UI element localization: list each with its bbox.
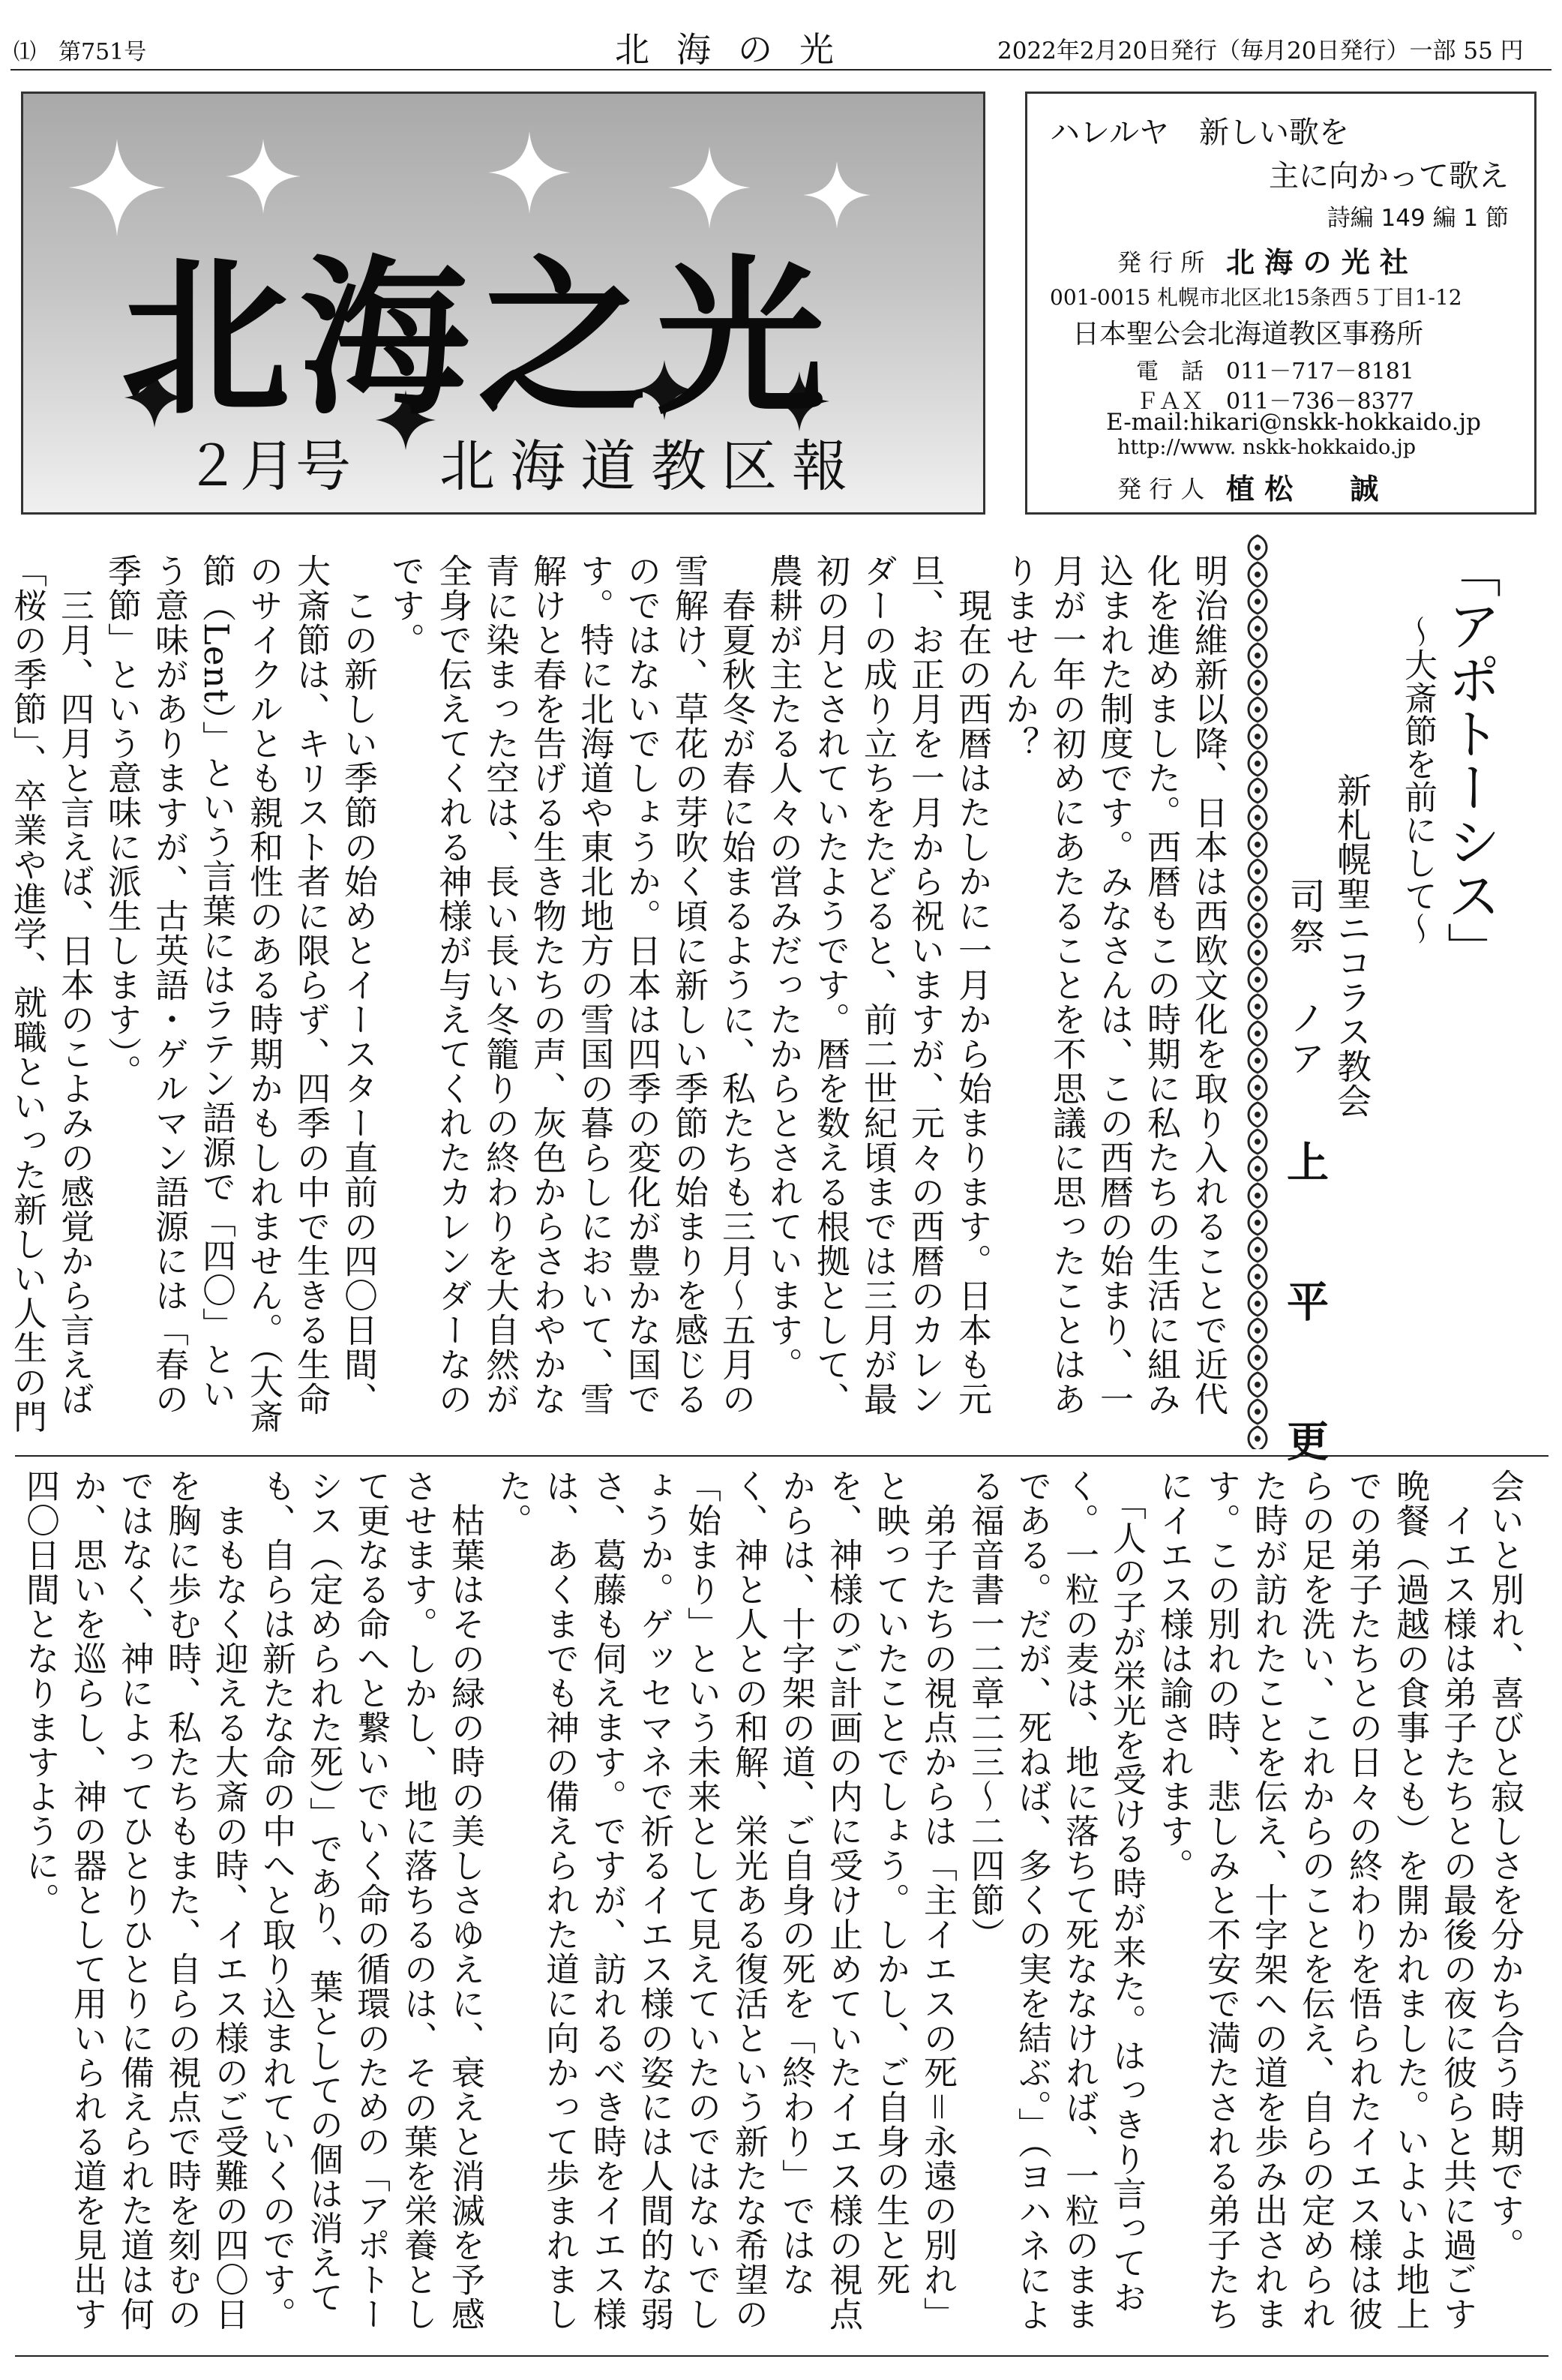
header-rule [10,69,1552,71]
issuer-name: 植 松 誠 [1226,473,1379,506]
author-church: 新札幌聖ニコラス教会 [1332,773,1372,1118]
fax-number: ＦＡＸ 011－736－8377 [1136,389,1414,415]
publisher-label: 発 行 所 [1117,248,1205,277]
ornamental-divider [1241,534,1274,1449]
publisher-name: 北 海 の 光 社 [1226,246,1408,279]
office-name: 日本聖公会北海道教区事務所 [1072,319,1424,350]
author-role: 司祭 ノア [1283,878,1325,1080]
issue-number: ⑴ 第751号 [13,39,147,65]
verse-line-1: ハレルヤ 新しい歌を [1050,116,1349,150]
sparkle-icon [488,131,571,214]
masthead-subtitle: 北海道教区報 [439,434,862,499]
article-title: 「アポトーシス」 [1438,544,1501,976]
publisher-info-box [1025,92,1537,515]
publication-info: 2022年2月20日発行（毎月20日発行）一部 55 円 [997,38,1524,65]
verse-line-2: 主に向かって歌え [1269,159,1509,194]
website-url: http://www. nskk-hokkaido.jp [1117,436,1416,459]
publisher-address: 001‑0015 札幌市北区北15条西５丁目1‑12 [1050,285,1462,310]
masthead-month: ２月号 [184,434,351,499]
footer-rule [15,2355,1549,2357]
masthead [21,92,985,515]
section-rule [15,1455,1549,1457]
article-body-lower: 会いと別れ、喜びと寂しさを分かち合う時期です。 イエス様は弟子たちとの最後の夜に彼らと共に過ごす晩餐（過越の食事とも）を開かれました。いよいよ地上での弟子たちとの日々の終わりを悟られたイエス様は彼らの足を洗い、これからのことを伝え、自らの定められた時が訪れたことを伝え、十字架への道を歩み出されます。この別れの時、悲しみと不安で満たされる弟子たちにイエス様は諭されます。 「人の子が栄光を受ける時が来た。はっきり言っておく。一粒の麦は、地に落ちて死ななければ、一粒のままである。だが、死ねば、多くの実を結ぶ。」（ヨハネによる福音書一二章二三〜二四節） 弟子たちの視点からは「主イエスの死＝永遠の別れ」と映っていたことでしょう。しかし、ご自身の生と死を、神様のご計画の内に受け止めていたイエス様の視点からは、十字架の道、ご自身の死を「終わり」ではなく、神と人との和解、栄光ある復活という新たな希望の「始まり」という未来として見えていたのではないでしょうか。ゲッセマネで祈るイエス様の姿には人間的な弱さ、葛藤も伺えます。ですが、訪れるべき時をイエス様は、あくまでも神の備えられた道に向かって歩まれました。 枯葉はその緑の時の美しさゆえに、衰えと消滅を予感させます。しかし、地に落ちるのは、その葉を栄養として更なる命へと繋いでいく命の循環のための「アポトーシス（定められた死）」であり、葉としての個は消えても、自らは新たな命の中へと取り込まれていくのです。 まもなく迎える大斎の時、イエス様のご受難の四〇日を胸に歩む時、私たちもまた、自らの視点で時を刻むのではなく、神によってひとりひとりに備えられた道は何か、思いを巡らし、神の器として用いられる道を見出す四〇日間となりますように。 [20,1469,1525,2332]
author-name: 上平更 [1280,1140,1330,1559]
phone-number: 電 話 011－717－8181 [1136,359,1414,385]
article-subtitle: 〜大斎節を前にして〜 [1399,615,1437,945]
verse-reference: 詩編 149 編 1 節 [1327,205,1509,232]
email-address: E-mail:hikari@nskk-hokkaido.jp [1106,409,1481,436]
issuer-label: 発 行 人 [1117,475,1205,503]
paper-name: 北海の光 [615,29,861,70]
article-body-upper: 明治維新以降、日本は西欧文化を取り入れることで近代化を進めました。西暦もこの時期に私たちの生活に組み込まれた制度です。みなさんは、この西暦の始まり、一月が一年の初めにあたることを不思議に思ったことはありませんか？ 現在の西暦はたしかに一月から始まります。日本も元旦、お正月を一月から祝いますが、元々の西暦のカレンダーの成り立ちをたどると、前二世紀頃までは三月が最初の月とされていたようです。暦を数える根拠として、農耕が主たる人々の営みだったからとされています。 春夏秋冬が春に始まるように、私たちも三月〜五月の雪解け、草花の芽吹く頃に新しい季節の始まりを感じるのではないでしょうか。日本は四季の変化が豊かな国です。特に北海道や東北地方の雪国の暮らしにおいて、雪解けと春を告げる生き物たちの声、灰色からさわやかな青に染まった空は、長い長い冬籠りの終わりを大自然が全身で伝えてくれる神様が与えてくれたカレンダーなのです。 この新しい季節の始めとイースター直前の四〇日間、大斎節は、キリスト者に限らず、四季の中で生きる生命のサイクルとも親和性のある時期かもしれません。（大斎節（Lent）」という言葉にはラテン語源で「四〇」という意味がありますが、古英語・ゲルマン語源には「春の季節」という意味に派生します）。 三月、四月と言えば、日本のこよみの感覚から言えば「桜の季節」、卒業や進学、就職といった新しい人生の門 [7,554,1228,1434]
masthead-title: 北海之光 [121,241,835,438]
